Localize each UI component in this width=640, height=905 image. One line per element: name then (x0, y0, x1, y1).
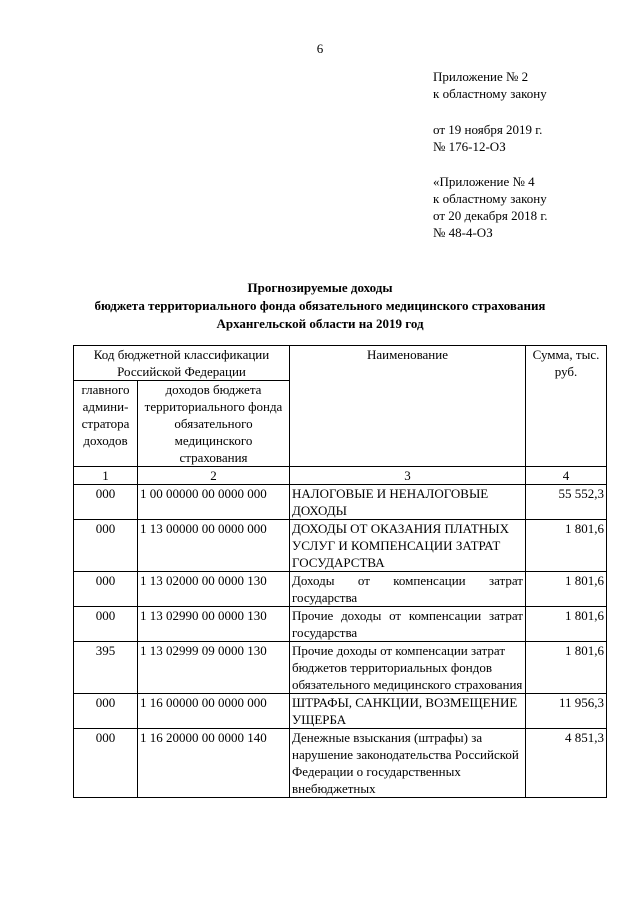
revenue-name: Прочие доходы от компенсации затрат бюджетов территориальных фондов обязательного медицинского страхования (290, 642, 526, 694)
revenue-code: 1 16 20000 00 0000 140 (138, 729, 290, 798)
column-number-row (74, 467, 607, 485)
column-number: 4 (526, 467, 607, 485)
header-name: Наименование (290, 346, 526, 467)
admin-code: 000 (74, 572, 138, 607)
original-appendix-reference (433, 173, 548, 241)
revenue-name: Прочие доходы от компенсации затрат государства (290, 607, 526, 642)
column-number: 1 (74, 467, 138, 485)
appendix-line: № 48-4-ОЗ (433, 225, 493, 240)
table-row (74, 729, 607, 798)
appendix-line: Приложение № 2 (433, 69, 529, 84)
table-row (74, 485, 607, 520)
revenue-table (73, 345, 607, 798)
revenue-sum: 1 801,6 (526, 607, 607, 642)
revenue-sum: 1 801,6 (526, 520, 607, 572)
table-row (74, 607, 607, 642)
column-number: 3 (290, 467, 526, 485)
column-number: 2 (138, 467, 290, 485)
admin-code: 000 (74, 520, 138, 572)
revenue-name: НАЛОГОВЫЕ И НЕНАЛОГОВЫЕ ДОХОДЫ (290, 485, 526, 520)
appendix-line: от 19 ноября 2019 г. (433, 122, 543, 137)
revenue-code: 1 13 02999 09 0000 130 (138, 642, 290, 694)
header-revenue: доходов бюджета территориального фонда обязательного медицинского страхования (138, 381, 290, 467)
revenue-name: Доходы от компенсации затрат государства (290, 572, 526, 607)
title-line: бюджета территориального фонда обязательного медицинского страхования (94, 298, 546, 313)
revenue-sum: 11 956,3 (526, 694, 607, 729)
title-line: Архангельской области на 2019 год (216, 316, 424, 331)
header-code-group: Код бюджетной классификации Российской Федерации (74, 346, 290, 381)
law-date-number (433, 121, 542, 155)
revenue-sum: 1 801,6 (526, 572, 607, 607)
revenue-sum: 1 801,6 (526, 642, 607, 694)
table-row (74, 520, 607, 572)
revenue-code: 1 13 00000 00 0000 000 (138, 520, 290, 572)
header-admin: главного админи-стратора доходов (74, 381, 138, 467)
appendix-line: № 176-12-ОЗ (433, 139, 506, 154)
admin-code: 395 (74, 642, 138, 694)
revenue-code: 1 00 00000 00 0000 000 (138, 485, 290, 520)
header-sum: Сумма, тыс. руб. (526, 346, 607, 467)
appendix-line: от 20 декабря 2018 г. (433, 208, 548, 223)
revenue-name: ШТРАФЫ, САНКЦИИ, ВОЗМЕЩЕНИЕ УЩЕРБА (290, 694, 526, 729)
table-row (74, 694, 607, 729)
revenue-name: Денежные взыскания (штрафы) за нарушение законодательства Российской Федерации о государственных внебюджетных (290, 729, 526, 798)
appendix-line: к областному закону (433, 86, 547, 101)
admin-code: 000 (74, 694, 138, 729)
admin-code: 000 (74, 607, 138, 642)
table-row (74, 572, 607, 607)
revenue-sum: 55 552,3 (526, 485, 607, 520)
table-row (74, 642, 607, 694)
appendix-reference (433, 68, 547, 102)
title-line: Прогнозируемые доходы (247, 280, 393, 295)
appendix-line: к областному закону (433, 191, 547, 206)
revenue-code: 1 13 02990 00 0000 130 (138, 607, 290, 642)
revenue-name: ДОХОДЫ ОТ ОКАЗАНИЯ ПЛАТНЫХ УСЛУГ И КОМПЕНСАЦИИ ЗАТРАТ ГОСУДАРСТВА (290, 520, 526, 572)
document-title (0, 279, 640, 333)
revenue-code: 1 16 00000 00 0000 000 (138, 694, 290, 729)
revenue-code: 1 13 02000 00 0000 130 (138, 572, 290, 607)
revenue-sum: 4 851,3 (526, 729, 607, 798)
appendix-line: «Приложение № 4 (433, 174, 535, 189)
admin-code: 000 (74, 485, 138, 520)
admin-code: 000 (74, 729, 138, 798)
page-number: 6 (316, 41, 324, 56)
